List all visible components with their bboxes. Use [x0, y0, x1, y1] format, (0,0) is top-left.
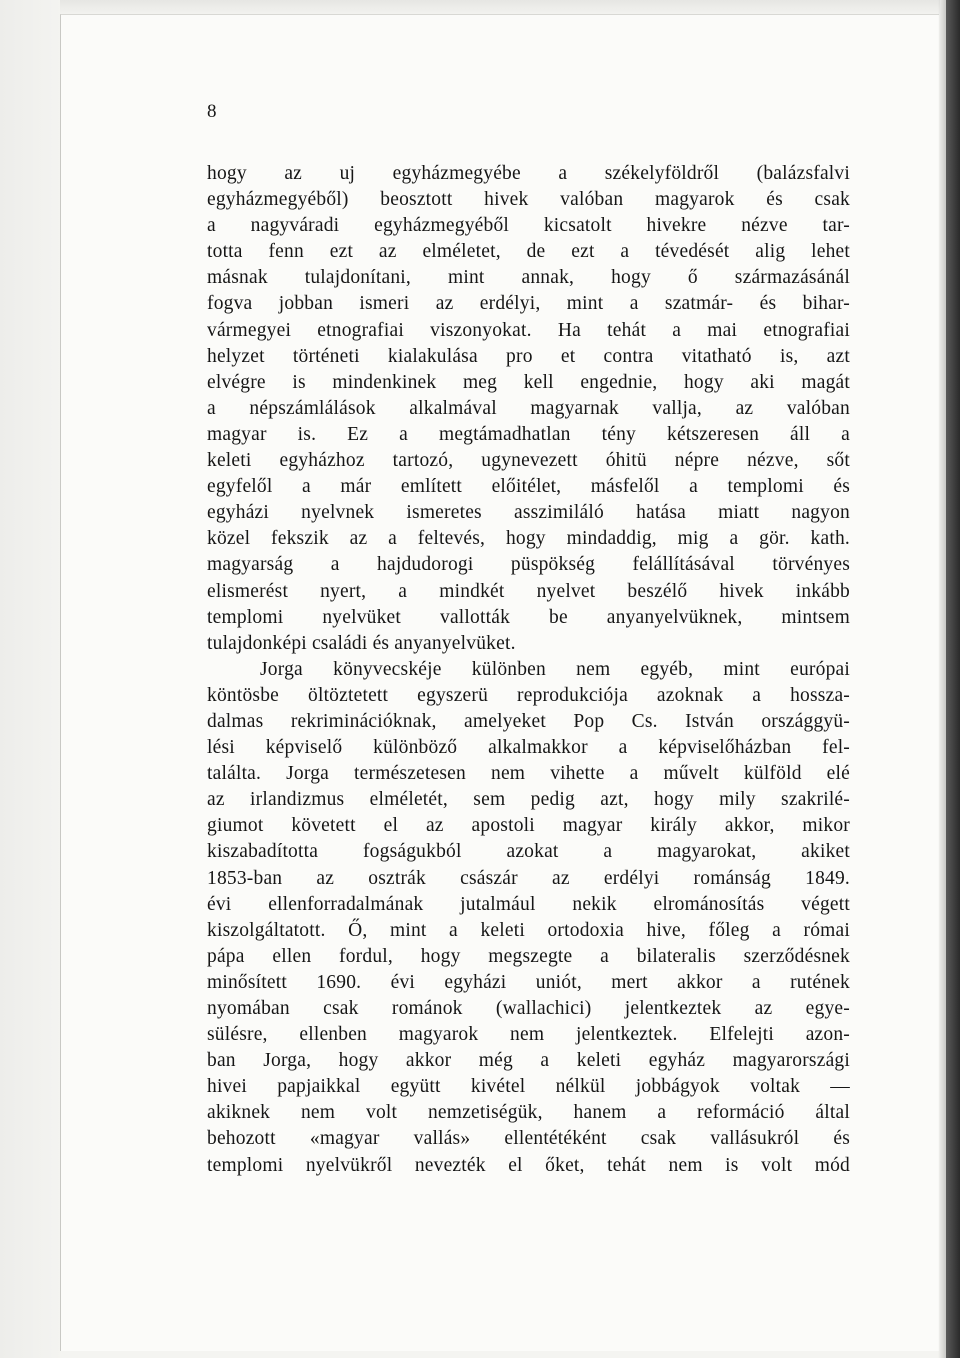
text-line: elismerést nyert, a mindkét nyelvet beszélő hivek inkább — [207, 580, 850, 602]
text-line: helyzet történeti kialakulása pro et contra vitatható is, azt — [207, 345, 850, 367]
text-line: fogva jobban ismeri az erdélyi, mint a szatmár- és bihar- — [207, 293, 850, 315]
body-text — [207, 161, 850, 1179]
text-line: elvégre is mindenkinek meg kell engednie, hogy aki magát — [207, 371, 850, 393]
text-line: sülésre, ellenben magyarok nem jelentkeztek. Elfelejti azon- — [207, 1024, 850, 1046]
scan-dark-edge — [946, 0, 960, 1358]
text-line: vármegyei etnografiai viszonyokat. Ha tehát a mai etnografiai — [207, 319, 850, 341]
text-line: hogy az uj egyházmegyébe a székelyföldről (balázsfalvi — [207, 163, 850, 184]
text-line: giumot követett el az apostoli magyar király akkor, mikor — [207, 815, 850, 837]
text-line: templomi nyelvüket vallották be anyanyelvüknek, mintsem — [207, 606, 850, 628]
text-line: akiknek nem volt nemzetiségük, hanem a reformáció által — [207, 1102, 850, 1124]
text-line: kiszabadította fogságukból azokat a magyarokat, akiket — [207, 841, 850, 863]
text-line: köntösbe öltöztetett egyszerü reprodukciója azoknak a hossza- — [207, 684, 850, 706]
text-line: ban Jorga, hogy akkor még a keleti egyház magyarországi — [207, 1050, 850, 1072]
text-line: dalmas rekriminációknak, amelyeket Pop Cs. István országgyü- — [207, 710, 850, 732]
text-line: nyomában csak románok (wallachici) jelentkeztek az egye- — [207, 998, 850, 1019]
text-line: a népszámlálások alkalmával magyarnak vallja, az valóban — [207, 397, 850, 419]
page-number: 8 — [207, 101, 217, 122]
text-line: évi ellenforradalmának jutalmául nekik elrománosítás végett — [207, 893, 850, 915]
text-line: egyházmegyéből) beosztott hivek valóban magyarok és csak — [207, 189, 850, 211]
scan-background-left — [0, 0, 64, 1358]
text-line: másnak tulajdonítani, mint annak, hogy ő származásánál — [207, 267, 850, 289]
text-line: az irlandizmus elméletét, sem pedig azt, hogy mily szakrilé- — [207, 789, 850, 811]
text-line: tulajdonképi családi és anyanyelvüket. — [207, 632, 516, 654]
text-line: egyházi nyelvnek ismeretes asszimiláló hatása miatt nagyon — [207, 502, 850, 524]
text-line: 1853-ban az osztrák császár az erdélyi románság 1849. — [207, 867, 850, 889]
text-line: keleti egyházhoz tartozó, ugynevezett óhitü népre nézve, sőt — [207, 450, 850, 472]
text-line: totta fenn ezt az elméletet, de ezt a tévedését alig lehet — [207, 241, 850, 263]
text-line: a nagyváradi egyházmegyéből kicsatolt hivekre nézve tar- — [207, 215, 850, 237]
text-line: találta. Jorga természetesen nem vihette a művelt külföld elé — [207, 763, 850, 785]
text-line: behozott «magyar vallás» ellentétéként csak vallásukról és — [207, 1128, 850, 1150]
text-line: hivei papjaikkal együtt kivétel nélkül jobbágyok voltak — — [207, 1076, 850, 1098]
text-line: magyar is. Ez a megtámadhatlan tény kétszeresen áll a — [207, 423, 850, 445]
text-line: pápa ellen fordul, hogy megszegte a bilateralis szerződésnek — [207, 945, 850, 967]
text-line: Jorga könyvecskéje különben nem egyéb, mint európai — [260, 658, 850, 680]
text-line: kiszolgáltatott. Ő, mint a keleti ortodoxia hive, főleg a római — [207, 919, 850, 941]
text-line: közel fekszik az a feltevés, hogy mindaddig, mig a gör. kath. — [207, 528, 850, 550]
text-line: templomi nyelvükről nevezték el őket, tehát nem is volt mód — [207, 1154, 850, 1176]
text-line: minősített 1690. évi egyházi uniót, mert akkor a rutének — [207, 971, 850, 993]
text-line: egyfelől a már említett előitélet, másfelől a templomi és — [207, 476, 850, 498]
text-line: magyarság a hajdudorogi püspökség felállításával törvényes — [207, 554, 850, 576]
scan-edge-shadow — [938, 0, 946, 1358]
text-line: lési képviselő különböző alkalmakkor a képviselőházban fel- — [207, 737, 850, 759]
